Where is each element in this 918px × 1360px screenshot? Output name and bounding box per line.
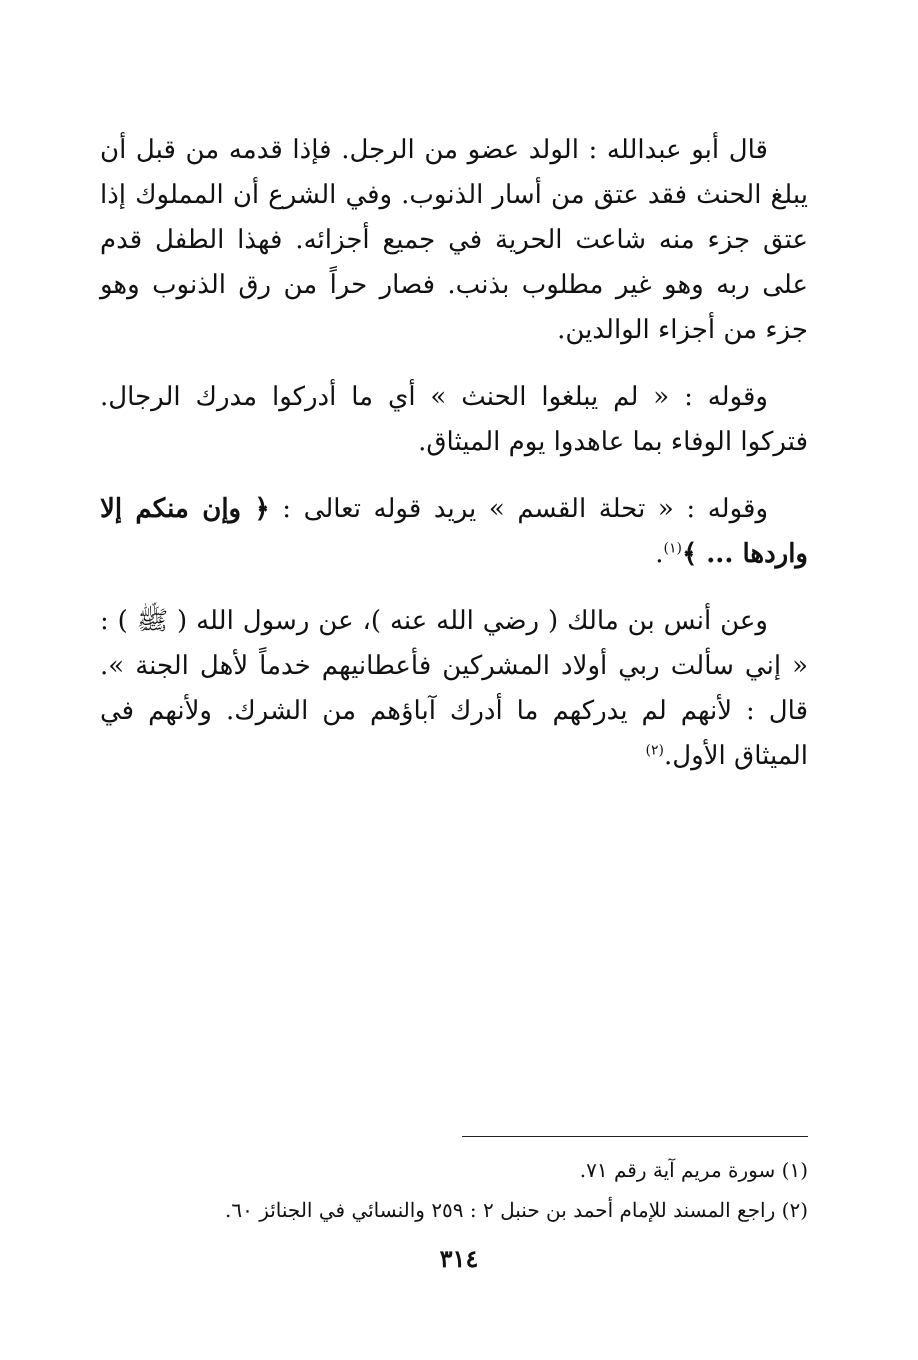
footnotes [100, 1150, 808, 1230]
quran-verse: ﴿ وإن منكم إلا واردها ... ﴾ [100, 494, 808, 569]
footnote-divider [462, 1136, 808, 1137]
paragraph-4-text: وعن أنس بن مالك ( رضي الله عنه )، عن رسول الله ( ﷺ ) : « إني سألت ربي أولاد المشركين فأعطانيهم خدماً لأهل الجنة ». قال : لأنهم لم يدركهم ما أدرك آباؤهم من الشرك. ولأنهم في الميثاق الأول. [100, 606, 808, 771]
main-text [100, 128, 808, 801]
footnote-ref-1: (١) [663, 540, 682, 557]
paragraph-2: وقوله : « لم يبلغوا الحنث » أي ما أدركوا مدرك الرجال. فتركوا الوفاء بما عاهدوا يوم الميثاق. [100, 382, 808, 457]
paragraph-3 [100, 487, 808, 577]
footnote-1: (١) سورة مريم آية رقم ٧١. [579, 1158, 808, 1182]
paragraph-1: قال أبو عبدالله : الولد عضو من الرجل. فإذا قدمه من قبل أن يبلغ الحنث فقد عتق من أسار الذنوب. وفي الشرع أن المملوك إذا عتق جزء منه شاعت الحرية في جميع أجزائه. فهذا الطفل قدم على ربه وهو غير مطلوب بذنب. فصار حراً من رق الذنوب وهو جزء من أجزاء الوالدين. [100, 135, 808, 345]
footnote-2: (٢) راجع المسند للإمام أحمد بن حنبل ٢ : ٢٥٩ والنسائي في الجنائز ٦٠. [225, 1198, 808, 1222]
paragraph-3-intro: وقوله : « تحلة القسم » يريد قوله تعالى : [269, 494, 769, 524]
paragraph-4 [100, 599, 808, 779]
page-number: ٣١٤ [439, 1244, 479, 1273]
paragraph-3-end: . [655, 539, 664, 569]
footnote-ref-2: (٢) [645, 742, 664, 759]
